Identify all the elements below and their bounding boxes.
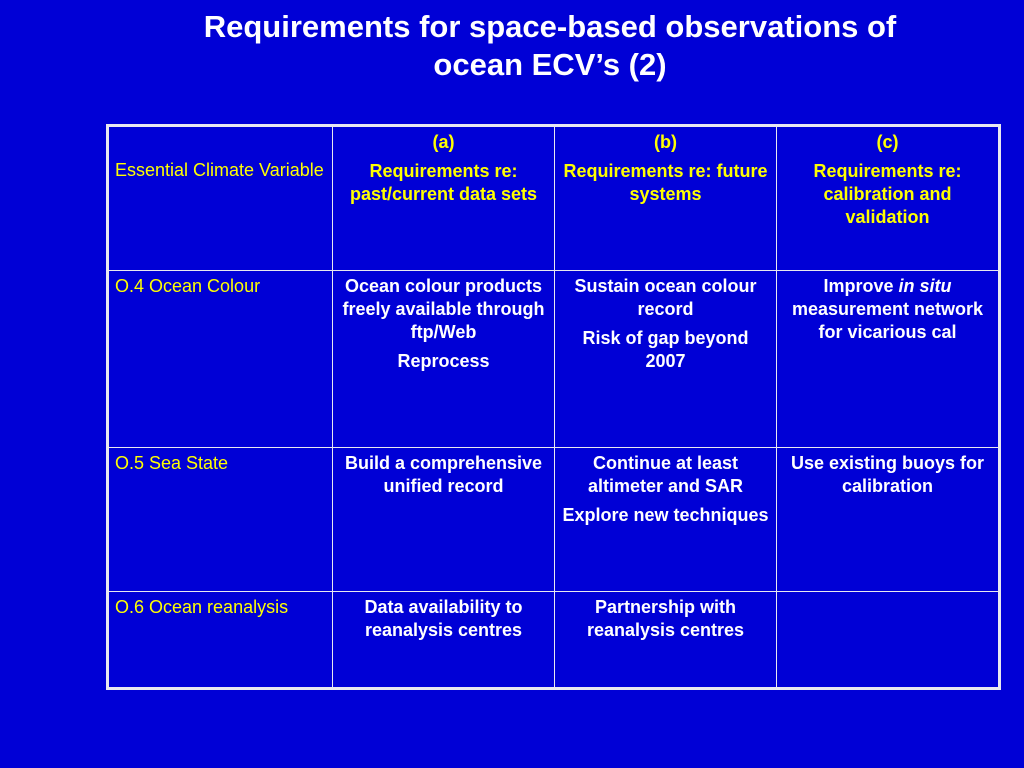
row-col-a-text: Ocean colour products freely available through ftp/Web [342, 276, 545, 342]
row-col-b-text: Continue at least altimeter and SAR [587, 453, 744, 496]
table-header-row [108, 126, 1000, 271]
row-col-b-cell [555, 448, 777, 592]
row-col-c-italic: in situ [898, 276, 952, 296]
row-col-c-suffix: measurement network for vicarious cal [791, 299, 984, 342]
row-variable-cell: O.4 Ocean Colour [108, 271, 333, 448]
header-col-b-letter: (b) [654, 132, 677, 152]
slide-title-line-2: ocean ECV’s (2) [433, 47, 667, 82]
header-col-c [777, 126, 1000, 271]
row-variable-cell: O.5 Sea State [108, 448, 333, 592]
slide-title-line-1: Requirements for space-based observations of [203, 9, 897, 44]
row-col-c-text [783, 275, 992, 344]
row-col-c-cell [777, 271, 1000, 448]
row-col-a-text: Data availability to reanalysis centres [364, 597, 523, 640]
row-col-c-cell [777, 592, 1000, 689]
header-variable-cell [108, 126, 333, 271]
header-col-a-title: Requirements re: past/current data sets [349, 161, 538, 204]
row-col-a-cell [333, 448, 555, 592]
row-col-b-text: Partnership with reanalysis centres [586, 597, 745, 640]
requirements-table [106, 124, 1001, 690]
row-col-c-text: Use existing buoys for calibration [790, 453, 985, 496]
header-col-a [333, 126, 555, 271]
row-col-b-cell [555, 271, 777, 448]
row-col-a-text: Reprocess [397, 351, 490, 371]
header-col-b-title: Requirements re: future systems [563, 161, 768, 204]
header-col-c-title: Requirements re: calibration and validation [813, 161, 962, 227]
header-col-c-letter: (c) [876, 132, 899, 152]
row-col-a-cell [333, 271, 555, 448]
row-col-c-cell [777, 448, 1000, 592]
row-col-a-text: Build a comprehensive unified record [344, 453, 543, 496]
header-col-a-letter: (a) [432, 132, 455, 152]
table-row [108, 592, 1000, 689]
row-col-a-cell [333, 592, 555, 689]
row-col-b-text: Sustain ocean colour record [574, 276, 757, 319]
header-variable-label: Essential Climate Variable [115, 160, 324, 180]
row-col-c-prefix: Improve [823, 276, 899, 296]
row-col-b-text: Explore new techniques [562, 505, 769, 525]
table-row [108, 448, 1000, 592]
table-row [108, 271, 1000, 448]
header-col-b [555, 126, 777, 271]
row-col-b-cell [555, 592, 777, 689]
row-col-b-text: Risk of gap beyond 2007 [582, 328, 749, 371]
slide-title [80, 8, 1020, 84]
row-variable-cell: O.6 Ocean reanalysis [108, 592, 333, 689]
